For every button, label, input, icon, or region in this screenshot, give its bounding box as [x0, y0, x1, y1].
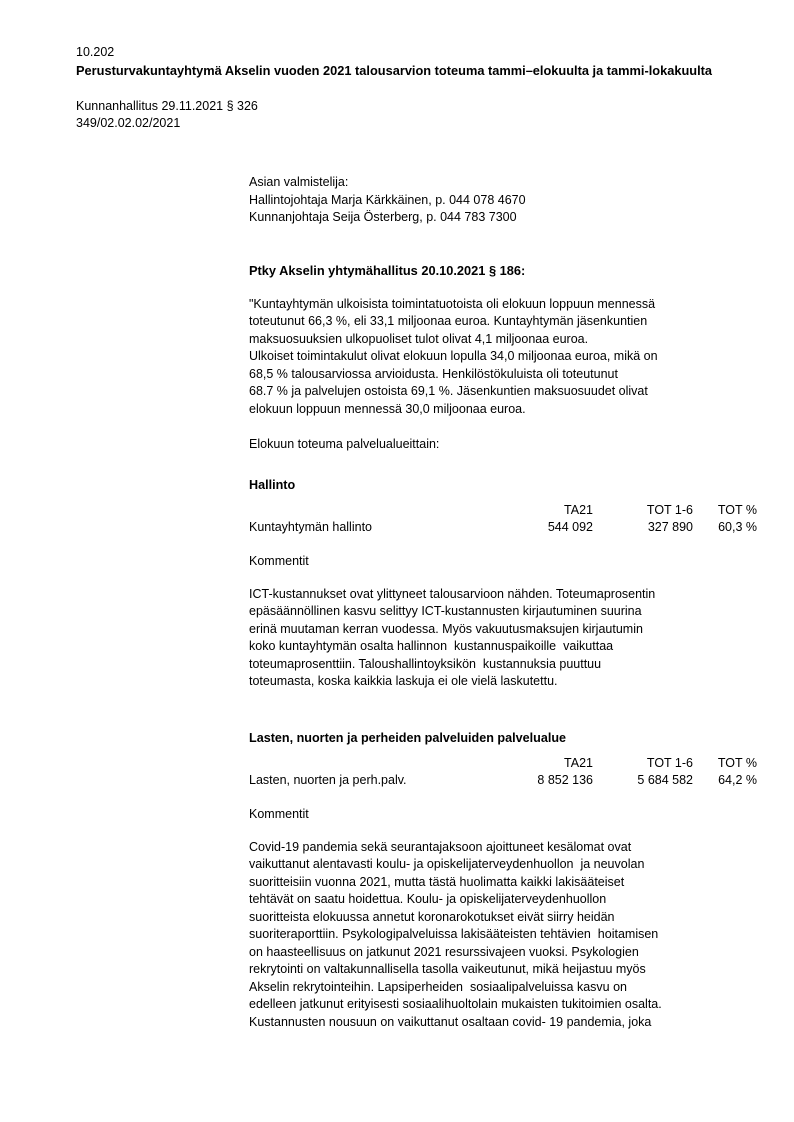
row-pct: 60,3 % [718, 520, 757, 534]
row-label: Lasten, nuorten ja perh.palv. [249, 773, 407, 787]
comment-line-3: erinä muutaman kerran vuodessa. Myös vakuutusmaksujen kirjautumin [249, 621, 643, 636]
intro-line-6: 68.7 % ja palvelujen ostoista 69,1 %. Jäsenkuntien maksuosuudet olivat [249, 384, 648, 398]
comment-line-2: epäsäännöllinen kasvu selittyy ICT-kustannusten kirjautuminen suurina [249, 604, 642, 618]
comment-line-2: vaikuttanut alentavasti koulu- ja opiskelijaterveydenhuollon ja neuvolan [249, 857, 645, 871]
col-header-ta21: TA21 [564, 755, 593, 770]
col-header-pct: TOT % [717, 502, 757, 517]
row-ta21: 8 852 136 [537, 773, 593, 787]
meta-line-reference: 349/02.02.02/2021 [76, 116, 181, 130]
intro-paragraph [249, 296, 738, 419]
preparer-block [249, 174, 738, 227]
comment-line-1: ICT-kustannukset ovat ylittyneet talousarvioon nähden. Toteumaprosentin [249, 586, 656, 601]
comment-line-5: suoritteista elokuussa annetut koronarokotukset eivät siirry heidän [249, 909, 615, 924]
intro-line-3: maksuosuuksien ulkopuoliset tulot olivat 4,1 miljoonaa euroa. [249, 331, 589, 346]
comment-line-8: rekrytointi on valtakunnallisella tasolla vaikeutunut, mikä heijastuu myös [249, 962, 646, 976]
row-tot: 327 890 [647, 520, 693, 534]
row-label: Kuntayhtymän hallinto [249, 520, 372, 534]
table-header-row [249, 502, 757, 520]
comment-label-hallinto: Kommentit [249, 553, 309, 568]
comment-line-3: suoritteisiin vuonna 2021, mutta tästä huolimatta kaikki lakisääteiset [249, 874, 625, 889]
preparer-admin-director: Hallintojohtaja Marja Kärkkäinen, p. 044 078 4670 [249, 192, 526, 207]
subtitle-monthly-result: Elokuun toteuma palvelualueittain: [249, 437, 440, 451]
financial-table [249, 502, 757, 537]
intro-line-2: toteutunut 66,3 %, eli 33,1 miljoonaa euroa. Kuntayhtymän jäsenkuntien [249, 314, 648, 328]
table-row [249, 519, 757, 537]
intro-line-7: elokuun loppuun mennessä 30,0 miljoonaa euroa. [249, 401, 526, 416]
document-meta [76, 98, 738, 132]
col-header-tot: TOT 1-6 [646, 502, 693, 517]
comment-line-5: toteumaprosenttiin. Taloushallintoyksikön kustannuksia puuttuu [249, 656, 602, 671]
comment-line-4: tehtävät on saatu hoidettua. Koulu- ja opiskelijaterveydenhuollon [249, 892, 607, 906]
section-heading-lasten-nuorten: Lasten, nuorten ja perheiden palveluiden palvelualue [249, 730, 567, 745]
document-number: 10.202 [76, 45, 115, 59]
table-lasten-nuorten [249, 755, 757, 790]
document-title: Perusturvakuntayhtymä Akselin vuoden 2021 talousarvion toteuma tammi–elokuulta ja tammi-lokakuulta [76, 63, 713, 78]
comment-text-hallinto [249, 586, 738, 691]
intro-line-4: Ulkoiset toimintakulut olivat elokuun lopulla 34,0 miljoonaa euroa, mikä on [249, 349, 658, 363]
intro-line-1: "Kuntayhtymän ulkoisista toimintatuotoista oli elokuun loppuun mennessä [249, 296, 656, 311]
meta-line-board: Kunnanhallitus 29.11.2021 § 326 [76, 99, 258, 113]
col-header-ta21: TA21 [564, 502, 593, 517]
comment-line-6: suoriteraporttiin. Psykologipalveluissa lakisääteisten tehtävien hoitamisen [249, 927, 659, 941]
comment-label-lasten-nuorten: Kommentit [249, 806, 309, 821]
comment-line-7: on haasteellisuus on jatkunut 2021 resurssivajeen vuoksi. Psykologien [249, 944, 639, 959]
row-ta21: 544 092 [547, 520, 593, 534]
preparer-heading: Asian valmistelija: [249, 175, 349, 189]
comment-line-10: edelleen jatkunut erityisesti sosiaalihuoltolain mukaisten tukitoimien osalta. [249, 997, 662, 1011]
col-header-tot: TOT 1-6 [646, 755, 693, 770]
comment-line-6: toteumasta, koska kaikkia laskuja ei ole vielä laskutettu. [249, 674, 558, 688]
row-pct: 64,2 % [718, 773, 757, 787]
comment-line-1: Covid-19 pandemia sekä seurantajaksoon ajoittuneet kesälomat ovat [249, 839, 632, 854]
row-tot: 5 684 582 [637, 773, 693, 787]
comment-line-11: Kustannusten nousuun on vaikuttanut osaltaan covid- 19 pandemia, joka [249, 1014, 652, 1029]
col-header-label [249, 755, 493, 773]
table-header-row [249, 755, 757, 773]
section-heading-hallinto: Hallinto [249, 477, 296, 492]
comment-text-lasten-nuorten [249, 839, 738, 1032]
col-header-pct: TOT % [717, 755, 757, 770]
financial-table [249, 755, 757, 790]
intro-line-5: 68,5 % talousarviossa arvioidusta. Henkilöstökuluista oli toteutunut [249, 366, 618, 381]
board-decision-heading: Ptky Akselin yhtymähallitus 20.10.2021 § 186: [249, 262, 526, 278]
comment-line-4: koko kuntayhtymän osalta hallinnon kustannuspaikoille vaikuttaa [249, 639, 614, 653]
table-row [249, 772, 757, 790]
comment-line-9: Akselin rekrytointeihin. Lapsiperheiden sosiaalipalveluissa kasvu on [249, 979, 627, 994]
col-header-label [249, 502, 493, 520]
table-hallinto [249, 502, 757, 537]
preparer-municipal-manager: Kunnanjohtaja Seija Österberg, p. 044 783 7300 [249, 210, 517, 224]
